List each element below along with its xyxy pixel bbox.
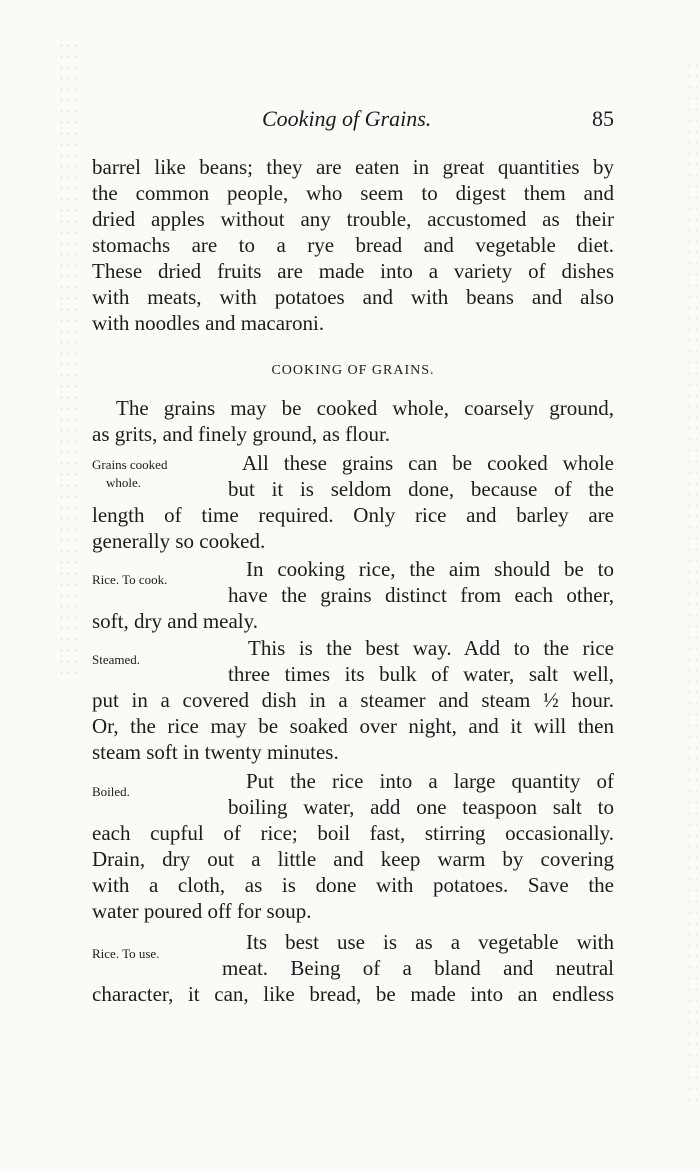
body-line: generally so cooked. [92, 529, 266, 553]
body-line: character, it can, like bread, be made into an endless [92, 982, 614, 1006]
body-line: Its best use is as a vegetable with [246, 930, 614, 954]
running-head [92, 106, 614, 136]
body-line: Or, the rice may be soaked over night, and it will then [92, 714, 614, 738]
intro-line: with meats, with potatoes and with beans and also [92, 285, 614, 309]
body-line: three times its bulk of water, salt well, [228, 662, 614, 686]
intro-line: These dried fruits are made into a variety of dishes [92, 259, 614, 283]
body-line: All these grains can be cooked whole [242, 451, 614, 475]
intro-line: with noodles and macaroni. [92, 311, 325, 335]
side-note: whole. [106, 475, 142, 490]
side-note: Steamed. [92, 652, 141, 667]
body-line: Put the rice into a large quantity of [246, 769, 614, 793]
page-edge-speckle-right [686, 60, 698, 1110]
page-number: 85 [592, 106, 614, 131]
body-line: water poured off for soup. [92, 899, 312, 923]
body-line: have the grains distinct from each other, [228, 583, 614, 607]
side-note: Boiled. [92, 784, 130, 799]
body-line: but it is seldom done, because of the [228, 477, 614, 501]
body-line: This is the best way. Add to the rice [248, 636, 614, 660]
body-line: with a cloth, as is done with potatoes. Save the [92, 873, 614, 897]
body-line: as grits, and finely ground, as flour. [92, 422, 391, 446]
body-line: meat. Being of a bland and neutral [222, 956, 614, 980]
side-note: Rice. To use. [92, 946, 160, 961]
side-note: Rice. To cook. [92, 572, 168, 587]
section-heading: COOKING OF GRAINS. [271, 363, 435, 378]
running-head-title: Cooking of Grains. [262, 106, 432, 131]
intro-line: dried apples without any trouble, accustomed as their [92, 207, 614, 231]
body-line: put in a covered dish in a steamer and steam ½ hour. [92, 688, 614, 712]
body-line: soft, dry and mealy. [92, 609, 259, 633]
body-line: each cupful of rice; boil fast, stirring occasionally. [92, 821, 614, 845]
body-line: boiling water, add one teaspoon salt to [228, 795, 614, 819]
intro-line: barrel like beans; they are eaten in great quantities by [92, 155, 614, 179]
body-line: Drain, dry out a little and keep warm by covering [92, 847, 614, 871]
body-line: steam soft in twenty minutes. [92, 740, 339, 764]
body-line: The grains may be cooked whole, coarsely ground, [116, 396, 614, 420]
body-line: length of time required. Only rice and barley are [92, 503, 614, 527]
intro-line: stomachs are to a rye bread and vegetable diet. [92, 233, 614, 257]
intro-line: the common people, who seem to digest them and [92, 181, 614, 205]
body-line: In cooking rice, the aim should be to [246, 557, 614, 581]
page-edge-speckle [58, 40, 80, 680]
side-note: Grains cooked [92, 457, 168, 472]
